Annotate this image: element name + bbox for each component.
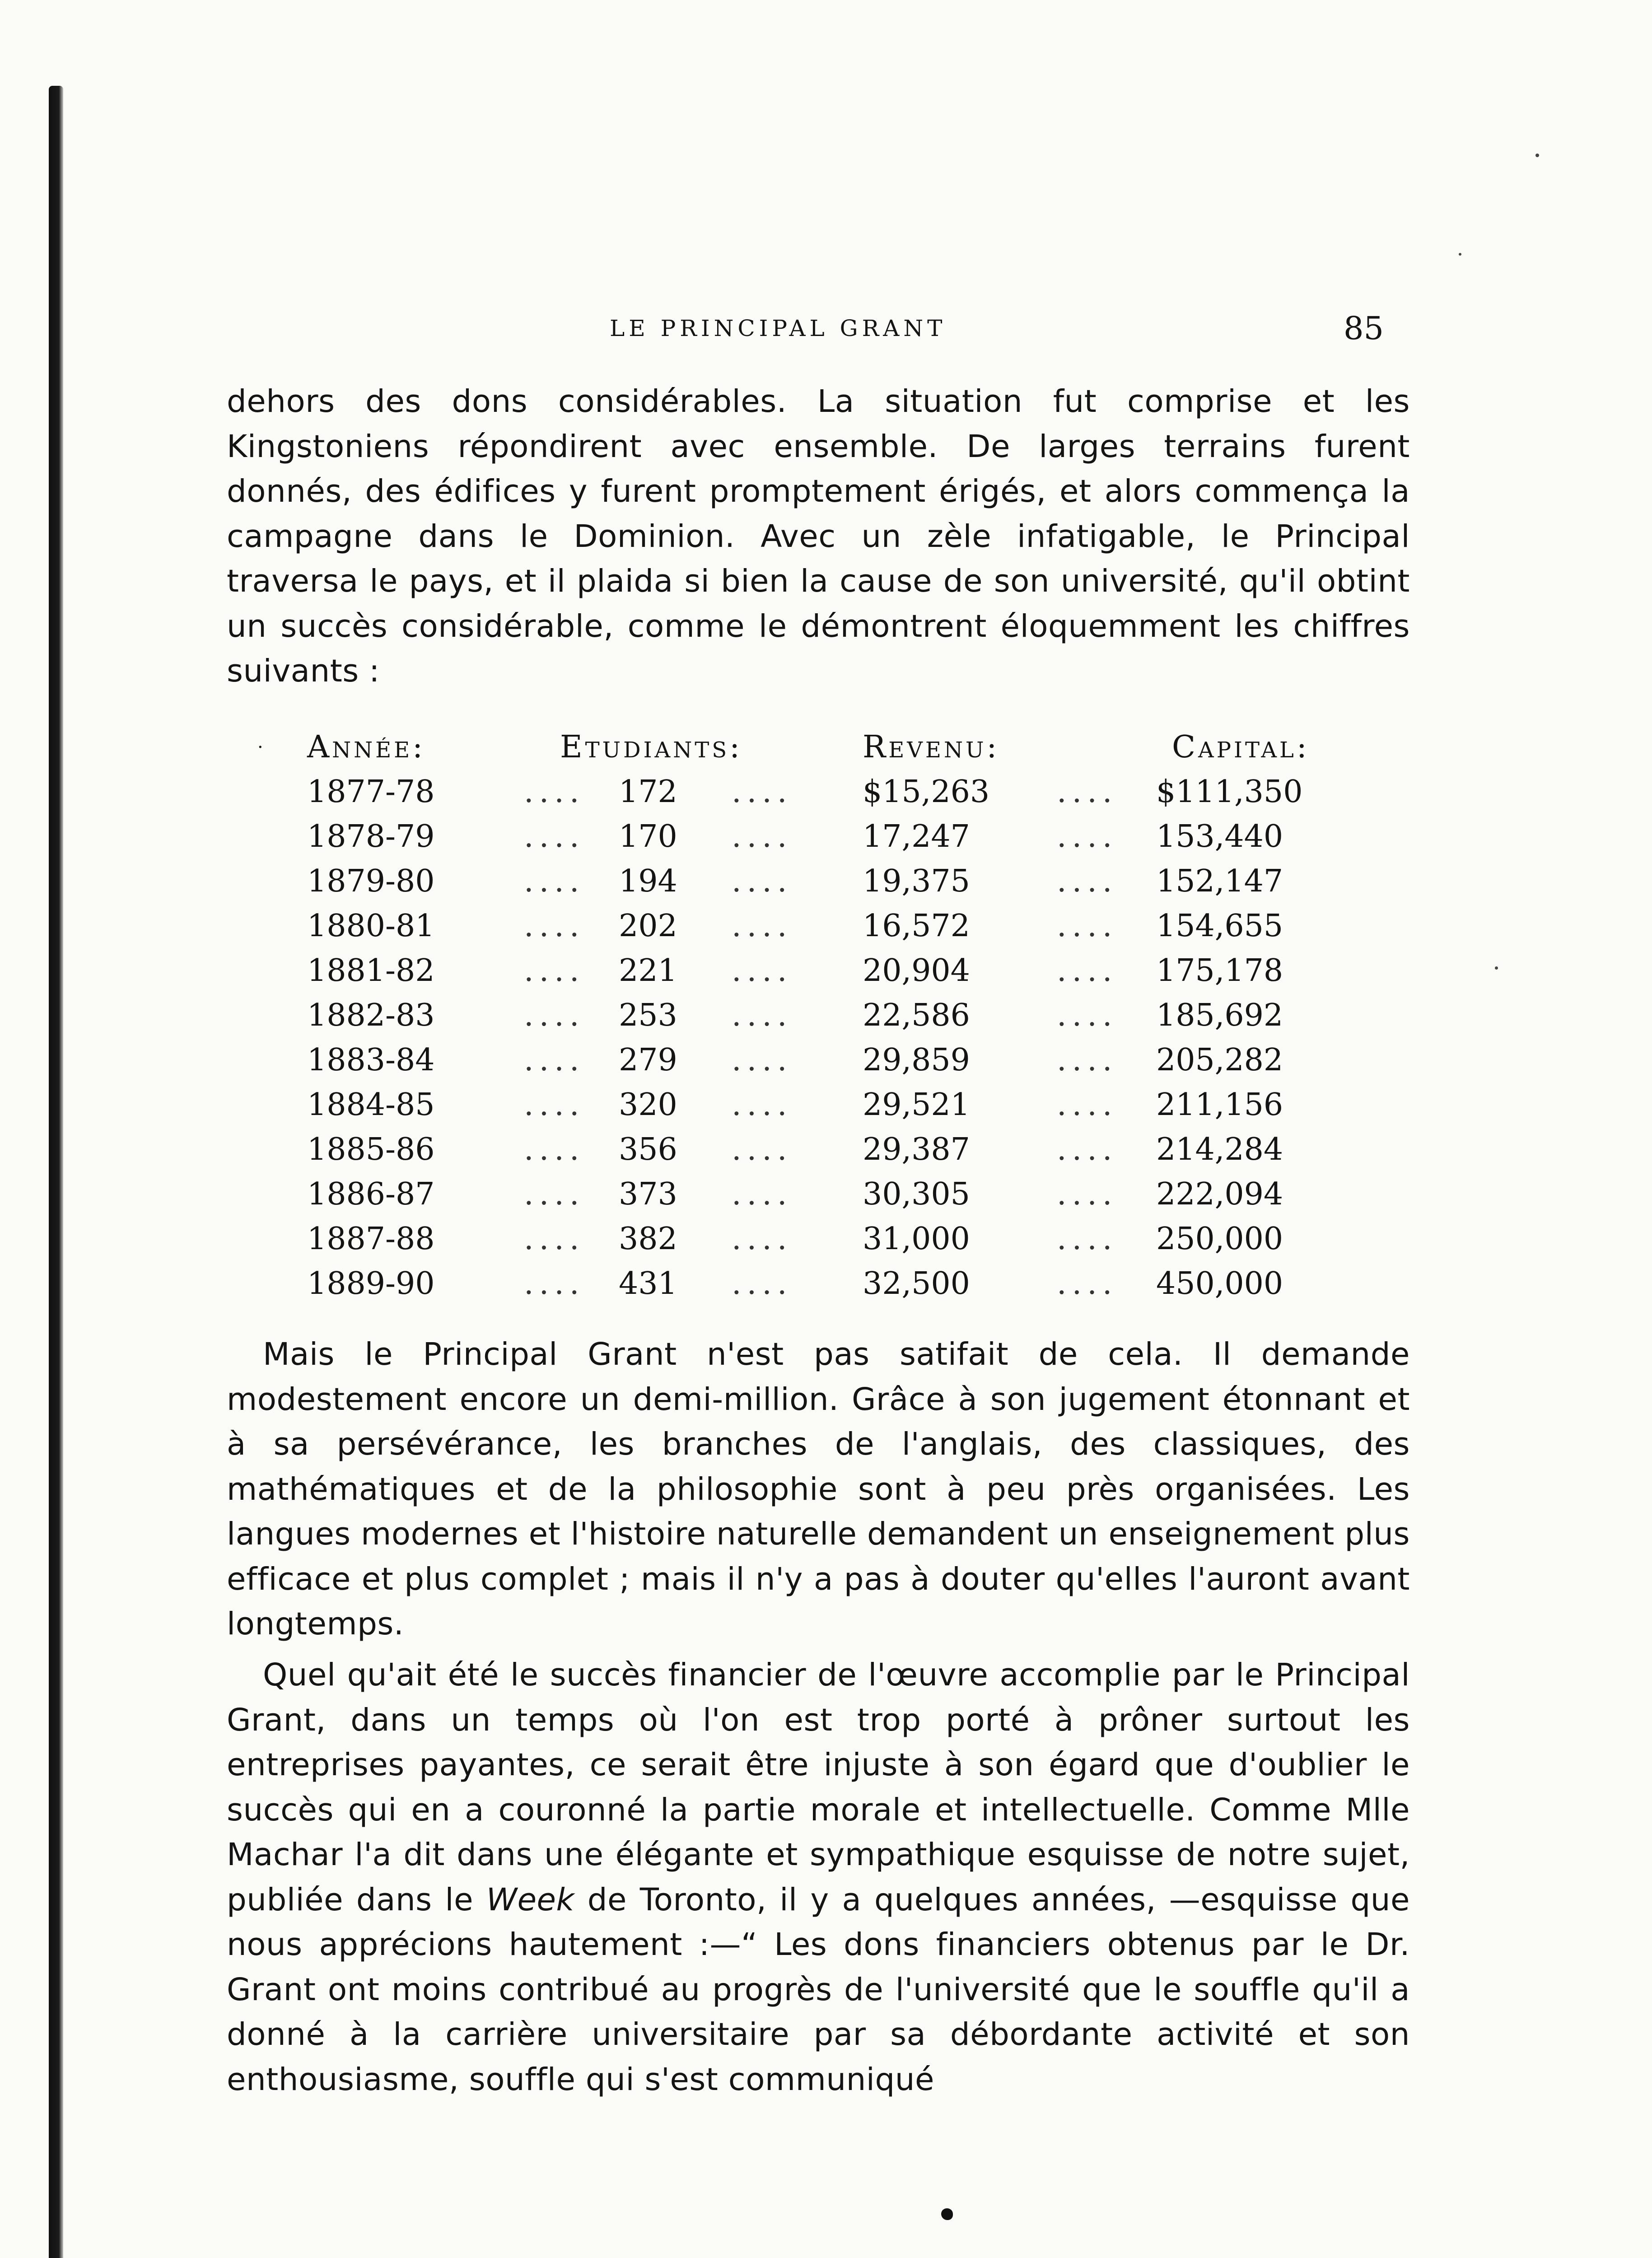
leader-dots: .... bbox=[524, 908, 585, 944]
cell-capital: 222,094 bbox=[1156, 1176, 1283, 1212]
margin-dot: · bbox=[257, 737, 263, 758]
table-header-row bbox=[253, 729, 1355, 774]
cell-year: 1877-78 bbox=[307, 774, 435, 810]
leader-dots: .... bbox=[524, 819, 585, 854]
leader-dots: .... bbox=[732, 1266, 793, 1302]
leader-dots: .... bbox=[732, 1042, 793, 1078]
leader-dots: .... bbox=[524, 1087, 585, 1123]
table-row bbox=[253, 819, 1355, 863]
leader-dots: .... bbox=[524, 863, 585, 899]
leader-dots: .... bbox=[732, 1087, 793, 1123]
table-row bbox=[253, 998, 1355, 1042]
cell-revenue: 16,572 bbox=[863, 908, 970, 944]
leader-dots: .... bbox=[524, 1042, 585, 1078]
cell-year: 1879-80 bbox=[307, 863, 435, 899]
cell-capital: 205,282 bbox=[1156, 1042, 1283, 1078]
table-row bbox=[253, 1176, 1355, 1221]
cell-students: 279 bbox=[619, 1042, 677, 1078]
cell-capital: 214,284 bbox=[1156, 1132, 1283, 1167]
cell-year: 1881-82 bbox=[307, 953, 435, 989]
leader-dots: .... bbox=[732, 819, 793, 854]
cell-students: 253 bbox=[619, 998, 677, 1033]
scan-speck bbox=[1495, 966, 1498, 970]
leader-dots: .... bbox=[732, 1221, 793, 1257]
cell-capital: 153,440 bbox=[1156, 819, 1283, 854]
cell-students: 431 bbox=[619, 1266, 677, 1302]
leader-dots: .... bbox=[1057, 998, 1118, 1033]
leader-dots: .... bbox=[1057, 1266, 1118, 1302]
table-row bbox=[253, 908, 1355, 953]
table-row bbox=[253, 1087, 1355, 1132]
paragraph-intro bbox=[227, 379, 1410, 694]
leader-dots: .... bbox=[1057, 819, 1118, 854]
cell-students: 382 bbox=[619, 1221, 677, 1257]
cell-capital: 154,655 bbox=[1156, 908, 1283, 944]
leader-dots: .... bbox=[1057, 908, 1118, 944]
leader-dots: .... bbox=[732, 998, 793, 1033]
table-row bbox=[253, 1042, 1355, 1087]
cell-students: 202 bbox=[619, 908, 677, 944]
cell-year: 1884-85 bbox=[307, 1087, 435, 1123]
cell-year: 1886-87 bbox=[307, 1176, 435, 1212]
cell-capital: $111,350 bbox=[1156, 774, 1303, 810]
leader-dots: .... bbox=[524, 1176, 585, 1212]
leader-dots: .... bbox=[1057, 1132, 1118, 1167]
paragraph-text-part1: Quel qu'ait été le succès financier de l'œuvre accomplie par le Principal Grant, dans un temps où l'on est trop porté à prôner surtout les entreprises payantes, ce serait être injuste à son égard que d'oublier le succès qui en a couronné la partie morale et intellectuelle. Comme Mlle Machar l'a dit dans une élégante et sympathique esquisse de notre sujet, publiée dans le bbox=[227, 1657, 1410, 1918]
leader-dots: .... bbox=[1057, 863, 1118, 899]
cell-revenue: 22,586 bbox=[863, 998, 970, 1033]
header-year: Année: bbox=[307, 729, 426, 765]
paragraph-demande bbox=[227, 1332, 1410, 1647]
paragraph-text: dehors des dons considérables. La situation fut comprise et les Kingstoniens répondirent avec ensemble. De larges terrains furent donnés, des édifices y furent promptement érigés, et alors commença la campagne dans le Dominion. Avec un zèle infatigable, le Principal traversa le pays, et il plaida si bien la cause de son université, qu'il obtint un succès considérable, comme le démontrent éloquemment les chiffres suivants : bbox=[227, 383, 1410, 689]
cell-year: 1889-90 bbox=[307, 1266, 435, 1302]
paragraph-succes bbox=[227, 1653, 1410, 2102]
page-header bbox=[0, 312, 1652, 348]
paragraph-body bbox=[227, 1653, 1410, 2102]
leader-dots: .... bbox=[1057, 1042, 1118, 1078]
leader-dots: .... bbox=[524, 998, 585, 1033]
cell-year: 1885-86 bbox=[307, 1132, 435, 1167]
statistics-table bbox=[253, 729, 1355, 1311]
cell-capital: 250,000 bbox=[1156, 1221, 1283, 1257]
paragraph-text: Mais le Principal Grant n'est pas satifait de cela. Il demande modestement encore un demi-million. Grâce à son jugement étonnant et à sa persévérance, les branches de l'anglais, des classiques, des mathématiques et de la philosophie sont à peu près organisées. Les langues modernes et l'histoire naturelle demandent un enseignement plus efficace et plus complet ; mais il n'y a pas à douter qu'elles l'auront avant longtemps. bbox=[227, 1336, 1410, 1642]
leader-dots: .... bbox=[1057, 1176, 1118, 1212]
cell-students: 221 bbox=[619, 953, 677, 989]
cell-revenue: 29,521 bbox=[863, 1087, 970, 1123]
leader-dots: .... bbox=[1057, 953, 1118, 989]
scan-binding-edge bbox=[49, 86, 63, 2258]
cell-capital: 185,692 bbox=[1156, 998, 1283, 1033]
cell-revenue: 29,859 bbox=[863, 1042, 970, 1078]
cell-revenue: $15,263 bbox=[863, 774, 990, 810]
header-students: Etudiants: bbox=[560, 729, 743, 765]
leader-dots: .... bbox=[524, 1266, 585, 1302]
cell-students: 170 bbox=[619, 819, 677, 854]
table-row bbox=[253, 1132, 1355, 1176]
running-title: LE PRINCIPAL GRANT bbox=[610, 315, 947, 341]
leader-dots: .... bbox=[732, 908, 793, 944]
paragraph-text-part2: de Toronto, il y a quelques années, —esquisse que nous apprécions hautement :—“ Les dons financiers obtenus par le Dr. Grant ont moins contribué au progrès de l'université que le souffle qu'il a donné à la carrière universitaire par sa débordante activité et son enthousiasme, souffle qui s'est communiqué bbox=[227, 1881, 1410, 2098]
publication-title: Week bbox=[486, 1881, 574, 1918]
cell-year: 1882-83 bbox=[307, 998, 435, 1033]
cell-students: 320 bbox=[619, 1087, 677, 1123]
cell-capital: 175,178 bbox=[1156, 953, 1283, 989]
cell-students: 194 bbox=[619, 863, 677, 899]
leader-dots: .... bbox=[732, 1132, 793, 1167]
leader-dots: .... bbox=[524, 774, 585, 810]
cell-year: 1883-84 bbox=[307, 1042, 435, 1078]
scan-speck bbox=[1459, 253, 1461, 256]
header-revenue: Revenu: bbox=[863, 729, 1000, 765]
cell-capital: 152,147 bbox=[1156, 863, 1283, 899]
cell-capital: 450,000 bbox=[1156, 1266, 1283, 1302]
cell-revenue: 32,500 bbox=[863, 1266, 970, 1302]
table-row bbox=[253, 953, 1355, 998]
leader-dots: .... bbox=[524, 1221, 585, 1257]
cell-students: 373 bbox=[619, 1176, 677, 1212]
table-row bbox=[253, 1221, 1355, 1266]
leader-dots: .... bbox=[1057, 1087, 1118, 1123]
cell-revenue: 19,375 bbox=[863, 863, 970, 899]
cell-year: 1878-79 bbox=[307, 819, 435, 854]
cell-revenue: 17,247 bbox=[863, 819, 970, 854]
leader-dots: .... bbox=[732, 774, 793, 810]
cell-revenue: 31,000 bbox=[863, 1221, 970, 1257]
leader-dots: .... bbox=[732, 1176, 793, 1212]
leader-dots: .... bbox=[732, 863, 793, 899]
cell-revenue: 20,904 bbox=[863, 953, 970, 989]
leader-dots: .... bbox=[1057, 774, 1118, 810]
cell-revenue: 29,387 bbox=[863, 1132, 970, 1167]
cell-year: 1887-88 bbox=[307, 1221, 435, 1257]
table-body bbox=[253, 774, 1355, 1311]
cell-students: 356 bbox=[619, 1132, 677, 1167]
cell-capital: 211,156 bbox=[1156, 1087, 1283, 1123]
cell-year: 1880-81 bbox=[307, 908, 435, 944]
page-number: 85 bbox=[1344, 310, 1384, 347]
table-row bbox=[253, 774, 1355, 819]
cell-revenue: 30,305 bbox=[863, 1176, 970, 1212]
leader-dots: .... bbox=[1057, 1221, 1118, 1257]
header-capital: Capital: bbox=[1172, 729, 1310, 765]
leader-dots: .... bbox=[732, 953, 793, 989]
ornament-mark bbox=[941, 2208, 953, 2220]
table-row bbox=[253, 863, 1355, 908]
table-row bbox=[253, 1266, 1355, 1311]
leader-dots: .... bbox=[524, 953, 585, 989]
cell-students: 172 bbox=[619, 774, 677, 810]
scan-speck bbox=[1535, 154, 1539, 157]
leader-dots: .... bbox=[524, 1132, 585, 1167]
